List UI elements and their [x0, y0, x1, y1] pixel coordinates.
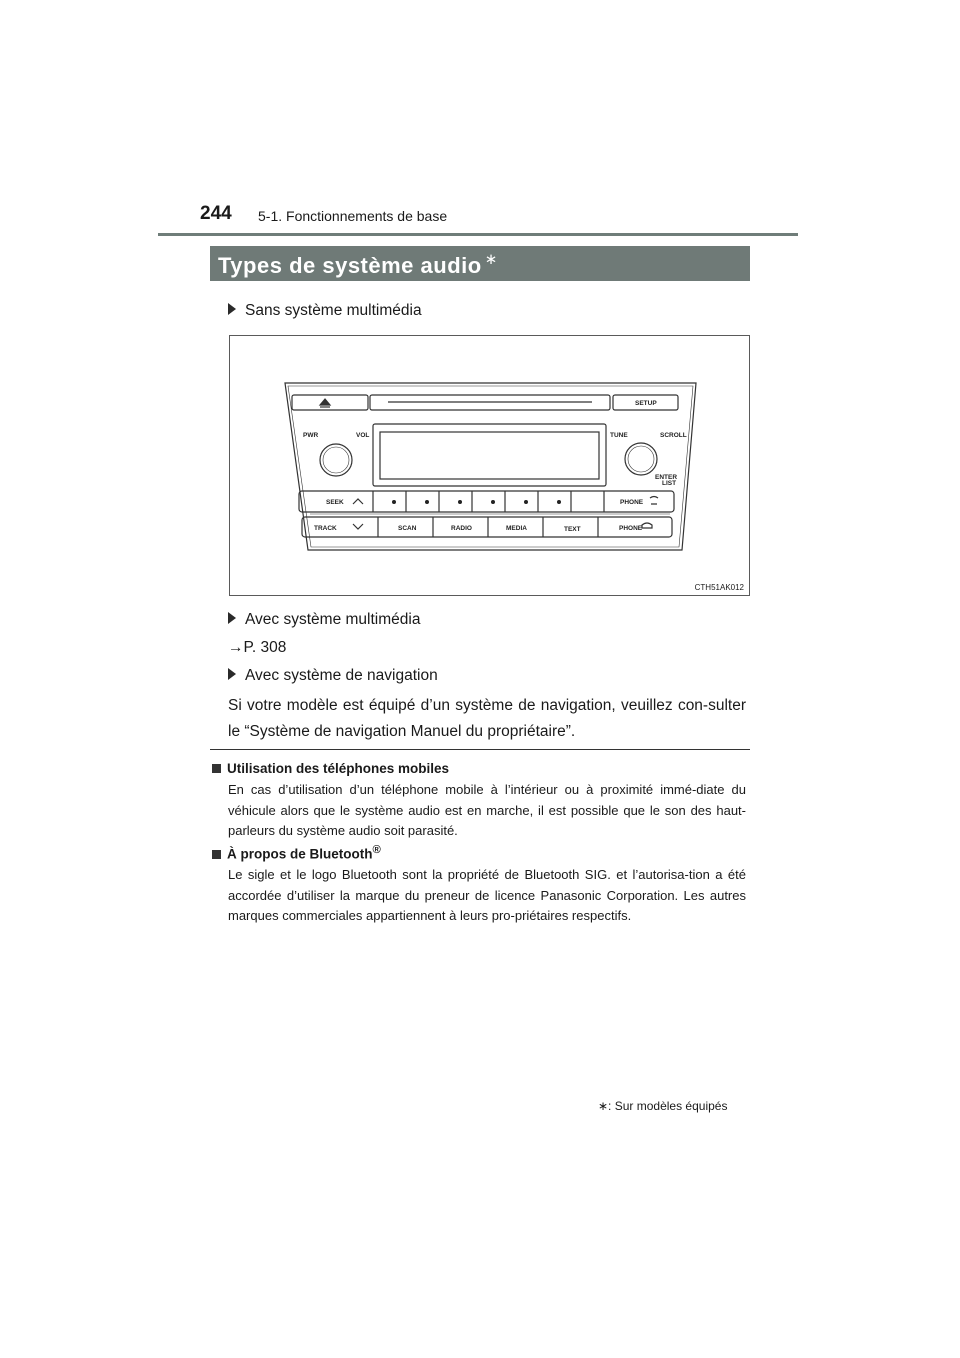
header-rule: [158, 233, 798, 236]
chapter-title: 5-1. Fonctionnements de base: [258, 208, 448, 224]
note-body-mobile-phones: En cas d’utilisation d’un téléphone mobile à l’intérieur ou à proximité immé-diate du véhicule alors que le système audio est en marche, il est possible que le son des haut-parleurs du système audio soit parasité.: [228, 782, 746, 838]
subheading-with-multimedia: Avec système multimédia: [228, 611, 420, 629]
section-divider: [210, 749, 750, 750]
label-tune: TUNE: [610, 432, 628, 439]
label-pwr: PWR: [303, 432, 319, 439]
label-enter: ENTER: [655, 474, 678, 481]
label-phone-pickup: PHONE: [620, 499, 644, 506]
label-scan: SCAN: [398, 525, 417, 532]
subheading-without-multimedia: Sans système multimédia: [228, 302, 422, 320]
label-text: TEXT: [564, 526, 581, 533]
square-bullet-icon: [212, 764, 221, 773]
label-setup: SETUP: [635, 400, 657, 407]
triangle-bullet-icon: [228, 303, 236, 315]
note-title-bluetooth: À propos de Bluetooth®: [212, 844, 381, 862]
registered-mark: ®: [372, 844, 381, 856]
square-bullet-icon: [212, 850, 221, 859]
label-vol: VOL: [356, 432, 370, 439]
note-body-bluetooth: Le sigle et le logo Bluetooth sont la propriété de Bluetooth SIG. et l’autorisa-tion a été accordée d’utiliser la marque du preneur de licence Panasonic Corporation. Les autres marques commerciales appartiennent à leurs pro-priétaires respectifs.: [228, 867, 746, 923]
note-title-mobile-phones: Utilisation des téléphones mobiles: [212, 761, 449, 776]
footnote-marker: ∗: [484, 251, 498, 268]
label-seek: SEEK: [326, 499, 344, 506]
footnote: ∗: Sur modèles équipés: [598, 1099, 728, 1113]
label-phone-hangup: PHONE: [619, 525, 643, 532]
label-radio: RADIO: [451, 525, 472, 532]
section-banner: [210, 246, 750, 281]
section-title: Types de système audio ∗: [218, 251, 498, 278]
page-reference-link[interactable]: →P. 308: [228, 639, 287, 656]
triangle-bullet-icon: [228, 612, 236, 624]
label-track: TRACK: [314, 525, 337, 532]
figure-code: CTH51AK012: [694, 583, 744, 592]
navigation-paragraph: Si votre modèle est équipé d’un système de navigation, veuillez con-sulter le “Système de navigation Manuel du propriétaire”.: [228, 697, 746, 740]
label-list: LIST: [662, 480, 677, 487]
label-scroll: SCROLL: [660, 432, 687, 439]
label-media: MEDIA: [506, 525, 527, 532]
triangle-bullet-icon: [228, 668, 236, 680]
audio-unit-illustration: [230, 336, 749, 595]
subheading-with-navigation: Avec système de navigation: [228, 667, 438, 685]
page-number: 244: [200, 203, 232, 224]
audio-unit-figure: [229, 335, 750, 596]
